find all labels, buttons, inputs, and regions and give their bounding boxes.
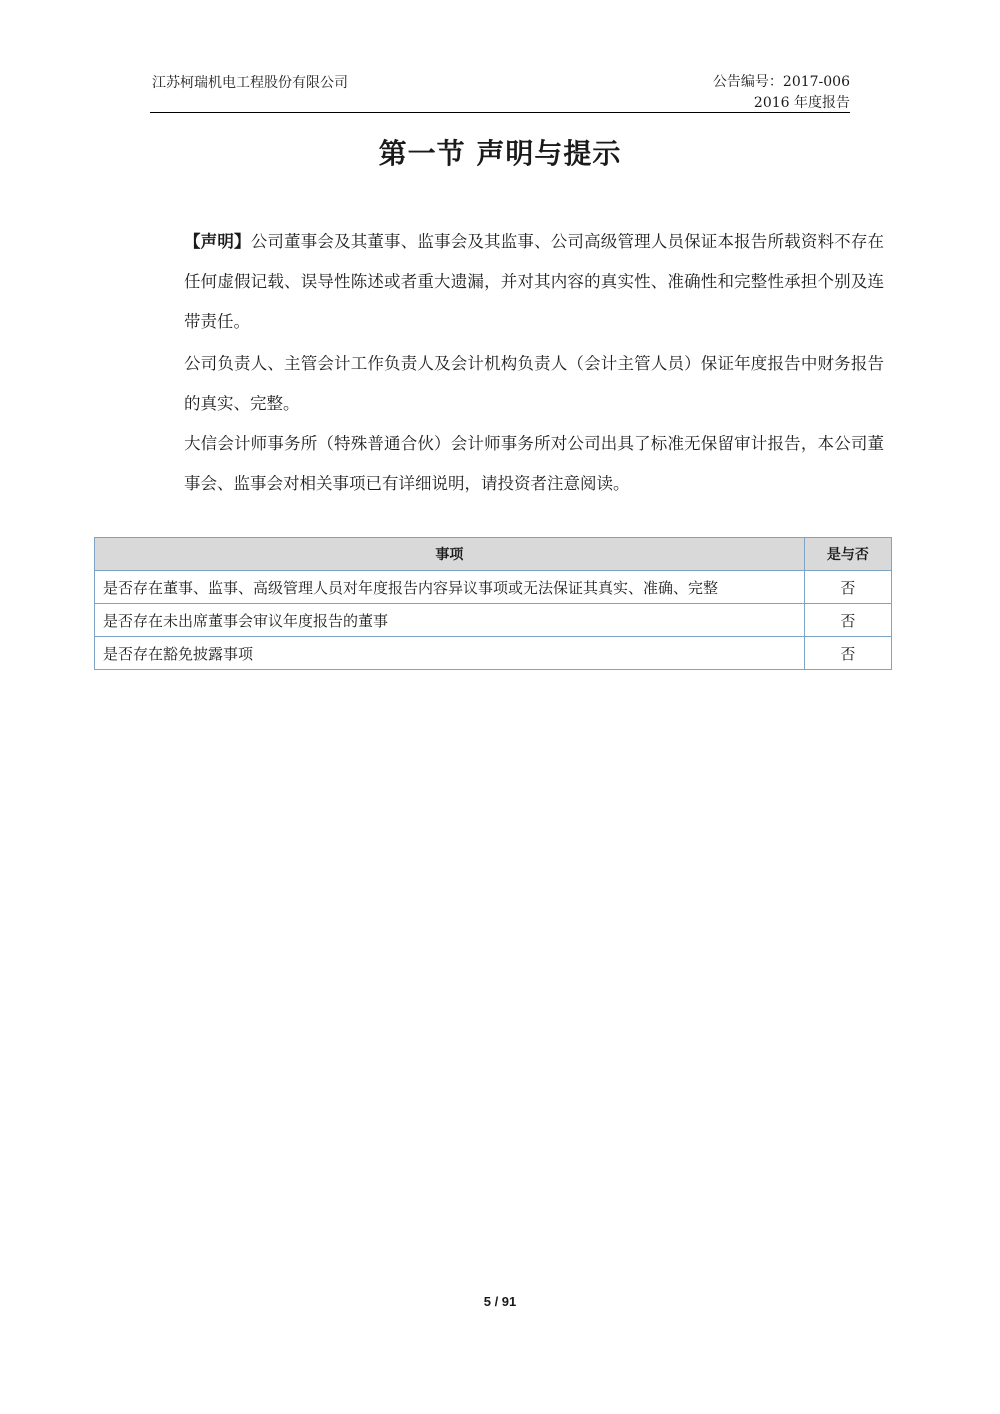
disclosure-table	[94, 537, 892, 670]
table-cell-answer: 否	[804, 571, 891, 604]
column-header-answer: 是与否	[804, 538, 891, 571]
table-header-row	[95, 538, 892, 571]
section-title: 第一节 声明与提示	[378, 137, 622, 170]
announcement-number: 公告编号：2017-006	[712, 74, 850, 90]
header-right-block	[713, 72, 850, 114]
audit-paragraph: 大信会计师事务所（特殊普通合伙）会计师事务所对公司出具了标准无保留审计报告，本公司董事会、监事会对相关事项已有详细说明，请投资者注意阅读。	[184, 434, 884, 493]
table-cell-answer: 否	[804, 604, 891, 637]
responsibility-paragraph: 公司负责人、主管会计工作负责人及会计机构负责人（会计主管人员）保证年度报告中财务报告的真实、完整。	[184, 354, 884, 413]
table-row	[95, 637, 892, 670]
declaration-text: 公司董事会及其董事、监事会及其监事、公司高级管理人员保证本报告所载资料不存在任何虚假记载、误导性陈述或者重大遗漏，并对其内容的真实性、准确性和完整性承担个别及连带责任。	[184, 232, 885, 331]
column-header-item: 事项	[95, 538, 805, 571]
declaration-label: 【声明】	[184, 232, 251, 251]
table-cell-answer: 否	[804, 637, 891, 670]
table-cell-item: 是否存在未出席董事会审议年度报告的董事	[95, 604, 805, 637]
header-divider	[150, 112, 850, 113]
page-number: 5 / 91	[483, 1294, 517, 1309]
declaration-paragraph	[152, 222, 884, 342]
table-cell-item: 是否存在豁免披露事项	[95, 637, 805, 670]
company-name: 江苏柯瑞机电工程股份有限公司	[152, 75, 348, 91]
table-row	[95, 571, 892, 604]
report-name: 2016 年度报告	[753, 95, 850, 111]
table-row	[95, 604, 892, 637]
table-cell-item: 是否存在董事、监事、高级管理人员对年度报告内容异议事项或无法保证其真实、准确、完整	[95, 571, 805, 604]
